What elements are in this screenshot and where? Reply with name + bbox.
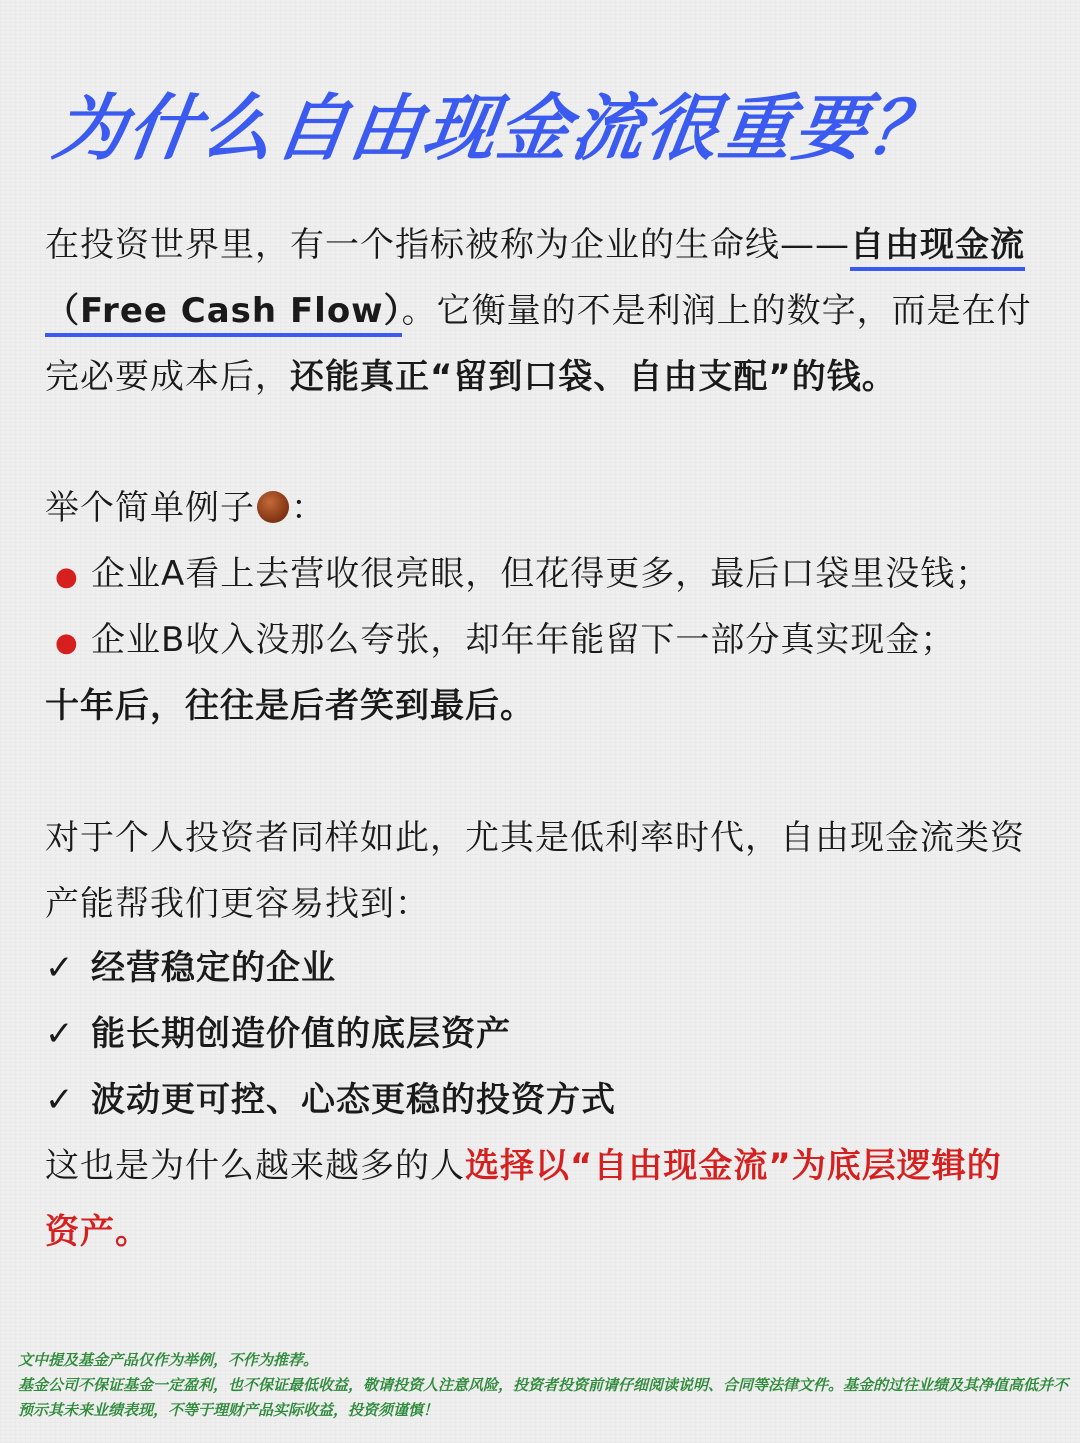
check-item-2-text: 能长期创造价值的底层资产 [91,1014,511,1054]
checkmark-icon: ✓ [45,1014,75,1054]
chestnut-icon [257,491,289,523]
bullet-dot-icon: ● [55,562,79,592]
disclaimer [18,1348,1068,1423]
disclaimer-line-2: 基金公司不保证基金一定盈利，也不保证最低收益，敬请投资人注意风险，投资者投资前请仔细阅读说明、合同等法律文件。基金的过往业绩及其净值高低并不预示其未来业绩表现，不等于理财产品实际收益，投资须谨慎！ [18,1376,1069,1419]
closing-paragraph [45,1133,1035,1265]
bullet-a-text: 企业A看上去营收很亮眼，但花得更多，最后口袋里没钱； [91,554,991,594]
example-lead-text: 举个简单例子 [45,488,255,528]
personal-paragraph: 对于个人投资者同样如此，尤其是低利率时代，自由现金流类资产能帮我们更容易找到： [45,818,1025,924]
checkmark-icon: ✓ [45,948,75,988]
closing-text: 这也是为什么越来越多的人 [45,1146,465,1186]
check-item [45,1001,511,1067]
intro-text-1: 在投资世界里，有一个指标被称为企业的生命线—— [45,225,850,265]
intro-text-2: 。它衡量的不是利润上的数字，而是在付完必要成本后， [45,291,1032,397]
check-item-3-text: 波动更可控、心态更稳的投资方式 [91,1080,616,1120]
check-item [45,935,336,1001]
intro-paragraph [45,212,1035,410]
example-conclusion: 十年后，往往是后者笑到最后。 [45,686,535,726]
list-item [55,541,990,610]
bullet-b-text: 企业B收入没那么夸张，却年年能留下一部分真实现金； [91,620,956,660]
example-lead-colon: ： [291,488,326,528]
fcf-highlight: 自由现金流（Free Cash Flow） [45,225,1025,337]
closing-red-highlight: 选择以“自由现金流”为底层逻辑的资产。 [45,1146,1002,1252]
check-item [45,1067,616,1133]
example-lead [45,475,326,541]
bullet-dot-icon: ● [55,628,79,658]
intro-bold-ending: 还能真正“留到口袋、自由支配”的钱。 [290,357,897,397]
check-item-1-text: 经营稳定的企业 [91,948,336,988]
disclaimer-line-1: 文中提及基金产品仅作为举例，不作为推荐。 [18,1351,319,1369]
checkmark-icon: ✓ [45,1080,75,1120]
page-title: 为什么自由现金流很重要？ [48,86,949,170]
list-item [55,607,955,676]
